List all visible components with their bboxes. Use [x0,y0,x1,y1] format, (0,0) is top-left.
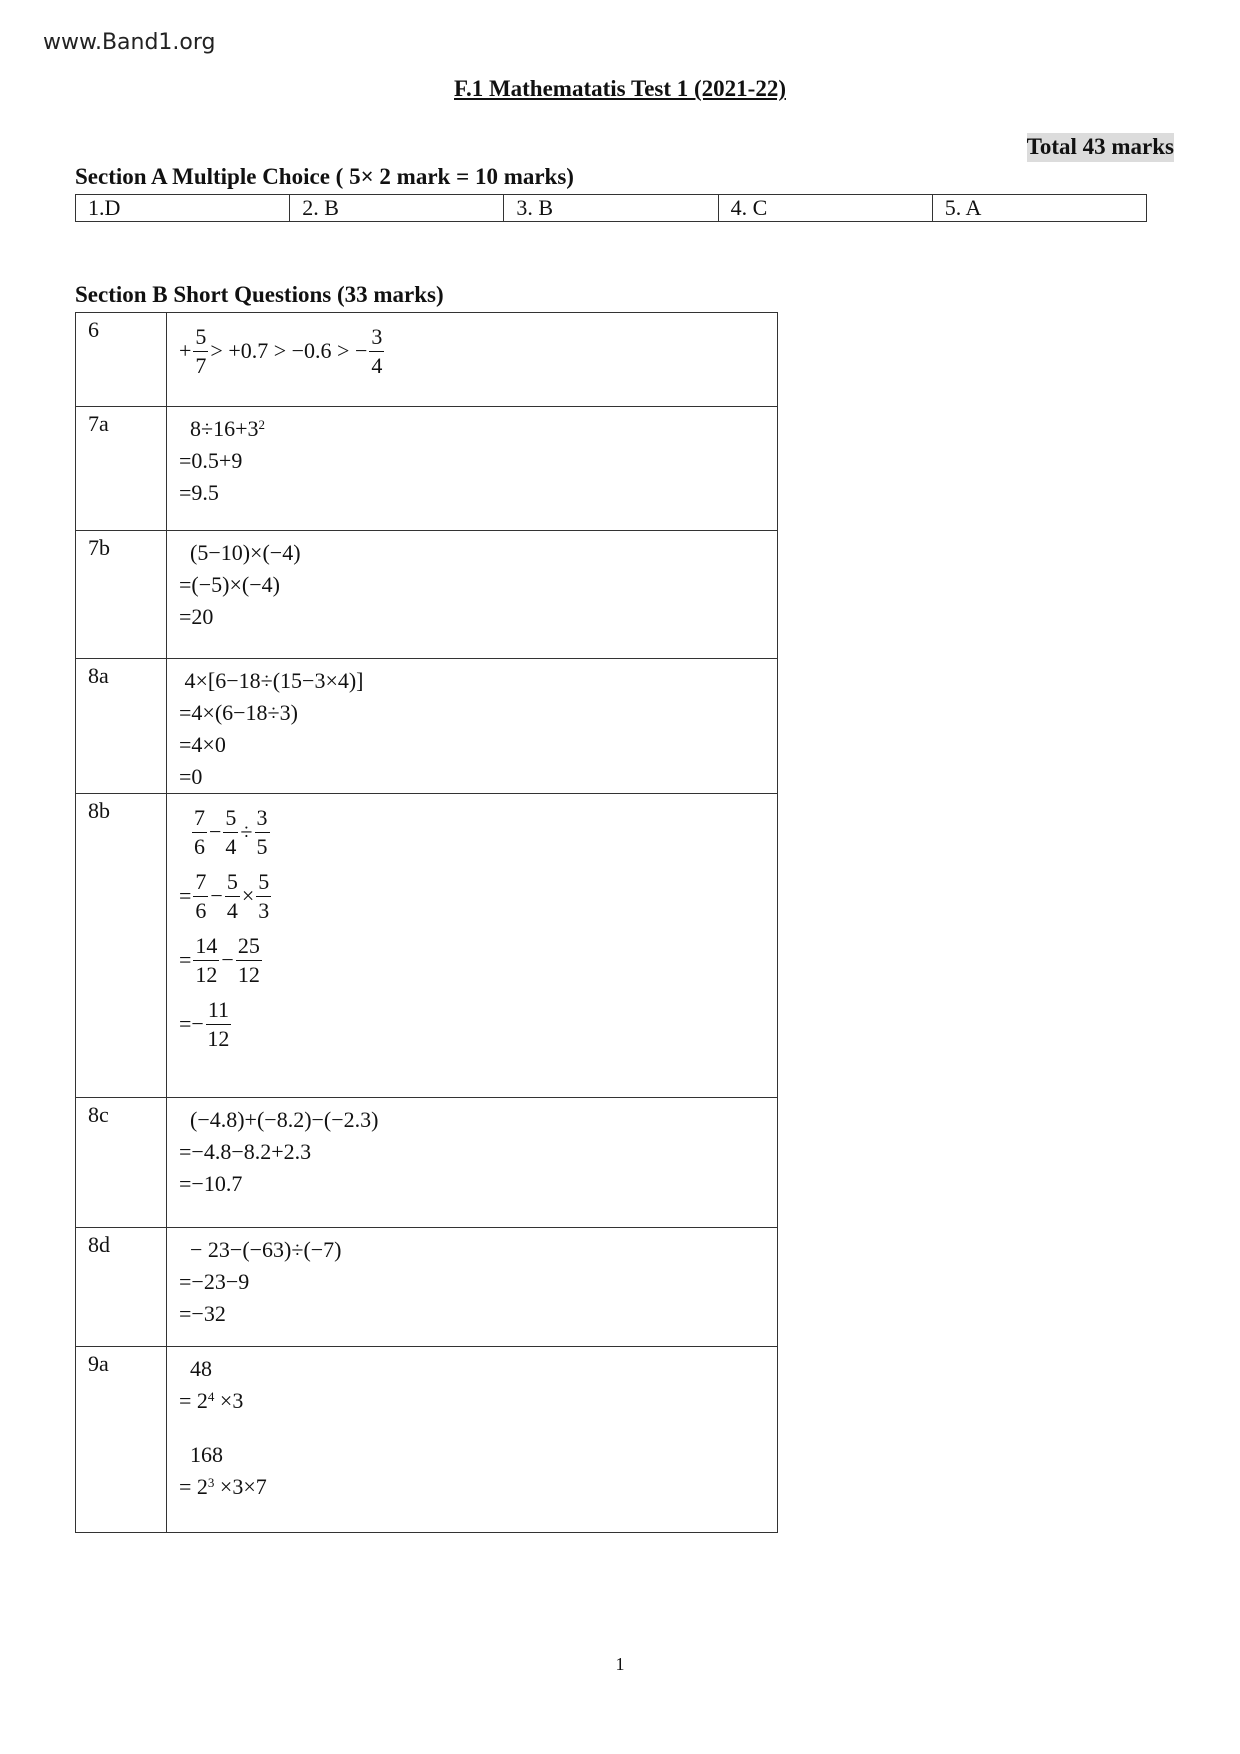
denominator: 3 [258,897,270,923]
math-line [179,761,777,793]
denominator: 7 [195,352,207,378]
question-number: 7a [76,407,167,531]
mc-answer-table [75,194,1147,222]
denominator: 4 [226,897,238,923]
math-text: =4×(6−18÷3) [179,700,298,725]
fraction [225,868,240,925]
numerator: 3 [369,323,384,352]
answer-cell [167,794,778,1098]
numerator: 5 [193,323,208,352]
math-line [179,1136,777,1168]
math-text: = 2 [179,1388,208,1413]
math-text: =4×0 [179,732,226,757]
question-number: 8d [76,1228,167,1347]
math-text: = [179,947,192,972]
math-text: =−23−9 [179,1269,250,1294]
table-row [76,794,778,1098]
answer-cell [167,407,778,531]
numerator: 5 [225,868,240,897]
math-text: ×3×7 [214,1474,267,1499]
math-line [179,1353,777,1385]
question-number: 7b [76,531,167,659]
mc-answer: 3. B [504,195,718,222]
answer-cell [167,659,778,794]
fraction [206,996,231,1053]
fraction [223,804,238,861]
fraction [192,804,207,861]
math-text: ÷ [240,819,253,844]
superscript: 4 [207,1389,215,1404]
numerator: 5 [256,868,271,897]
denominator: 12 [207,1025,230,1051]
fraction [193,932,219,989]
math-line [179,729,777,761]
fraction [193,323,208,380]
page-number: 1 [615,1654,625,1674]
table-row [76,1347,778,1533]
mc-answer: 2. B [290,195,504,222]
math-line [179,1266,777,1298]
numerator: 14 [193,932,219,961]
question-number: 8c [76,1098,167,1228]
fraction [193,868,208,925]
section-b-heading: Section B Short Questions (33 marks) [75,282,444,307]
math-text: − 23−(−63)÷(−7) [179,1237,342,1262]
math-text: =−10.7 [179,1171,243,1196]
fraction [369,323,384,380]
math-text: − [210,883,223,908]
math-text: 4×[6−18÷(15−3×4)] [179,668,364,693]
math-line [179,445,777,477]
math-text [179,819,190,845]
denominator: 5 [256,833,268,859]
math-line [179,864,777,928]
title-text: F.1 Mathematatis Test 1 (2021-22) [454,76,786,101]
total-marks: Total 43 marks [1027,133,1174,162]
math-line [179,928,777,992]
page-title [0,76,1240,102]
math-line [179,800,777,864]
numerator: 7 [193,868,208,897]
table-row [76,531,778,659]
math-text: =20 [179,604,214,629]
numerator: 25 [236,932,262,961]
math-line [179,992,777,1056]
mc-answer: 1.D [76,195,290,222]
math-line [179,537,777,569]
denominator: 4 [371,352,383,378]
math-text: (5−10)×(−4) [179,540,301,565]
question-number: 8b [76,794,167,1098]
short-questions-table [75,312,778,1533]
denominator: 12 [195,961,218,987]
mc-answer: 4. C [718,195,932,222]
math-text: =−32 [179,1301,226,1326]
fraction [236,932,262,989]
answer-cell [167,1347,778,1533]
denominator: 12 [237,961,260,987]
question-number: 8a [76,659,167,794]
table-row [76,407,778,531]
math-text: × [241,883,255,908]
math-text: + [179,338,192,363]
math-text: (−4.8)+(−8.2)−(−2.3) [179,1107,379,1132]
denominator: 4 [225,833,237,859]
numerator: 11 [206,996,231,1025]
superscript: 2 [258,417,265,432]
answer-cell [167,531,778,659]
answer-cell [167,313,778,407]
blank-line [179,1417,777,1439]
fraction [255,804,270,861]
math-line [179,1104,777,1136]
math-text: ×3 [214,1388,244,1413]
section-a-heading: Section A Multiple Choice ( 5× 2 mark = 10 marks) [75,164,574,189]
table-row [76,1228,778,1347]
answer-cell [167,1228,778,1347]
math-text: = [179,883,192,908]
watermark: www.Band1.org [43,30,216,55]
numerator: 7 [192,804,207,833]
math-text: =−4.8−8.2+2.3 [179,1139,312,1164]
math-line [179,665,777,697]
numerator: 3 [255,804,270,833]
math-line [179,569,777,601]
math-line [179,601,777,633]
denominator: 6 [194,833,205,859]
math-text: 8÷16+3 [179,416,259,441]
mc-answer: 5. A [932,195,1146,222]
math-text: > +0.7 > −0.6 > − [210,338,368,363]
math-text: =(−5)×(−4) [179,572,280,597]
math-text: =0 [179,764,203,789]
math-line [179,319,777,383]
table-row [76,313,778,407]
math-line [179,1385,777,1417]
numerator: 5 [223,804,238,833]
math-text: =− [179,1011,204,1036]
math-line [179,1471,777,1503]
math-line [179,1168,777,1200]
math-text: − [209,819,222,844]
math-text: =9.5 [179,480,219,505]
table-row [76,659,778,794]
math-line [179,697,777,729]
fraction [256,868,271,925]
question-number: 9a [76,1347,167,1533]
table-row [76,1098,778,1228]
math-line [179,1234,777,1266]
superscript: 3 [207,1475,215,1490]
math-line [179,1298,777,1330]
math-text: − [221,947,234,972]
math-line [179,413,777,445]
math-text: =0.5+9 [179,448,243,473]
math-text: 168 [179,1442,223,1467]
math-text: = 2 [179,1474,208,1499]
denominator: 6 [195,897,207,923]
math-line [179,1439,777,1471]
question-number: 6 [76,313,167,407]
math-text: 48 [179,1356,212,1381]
math-line [179,477,777,509]
answer-cell [167,1098,778,1228]
